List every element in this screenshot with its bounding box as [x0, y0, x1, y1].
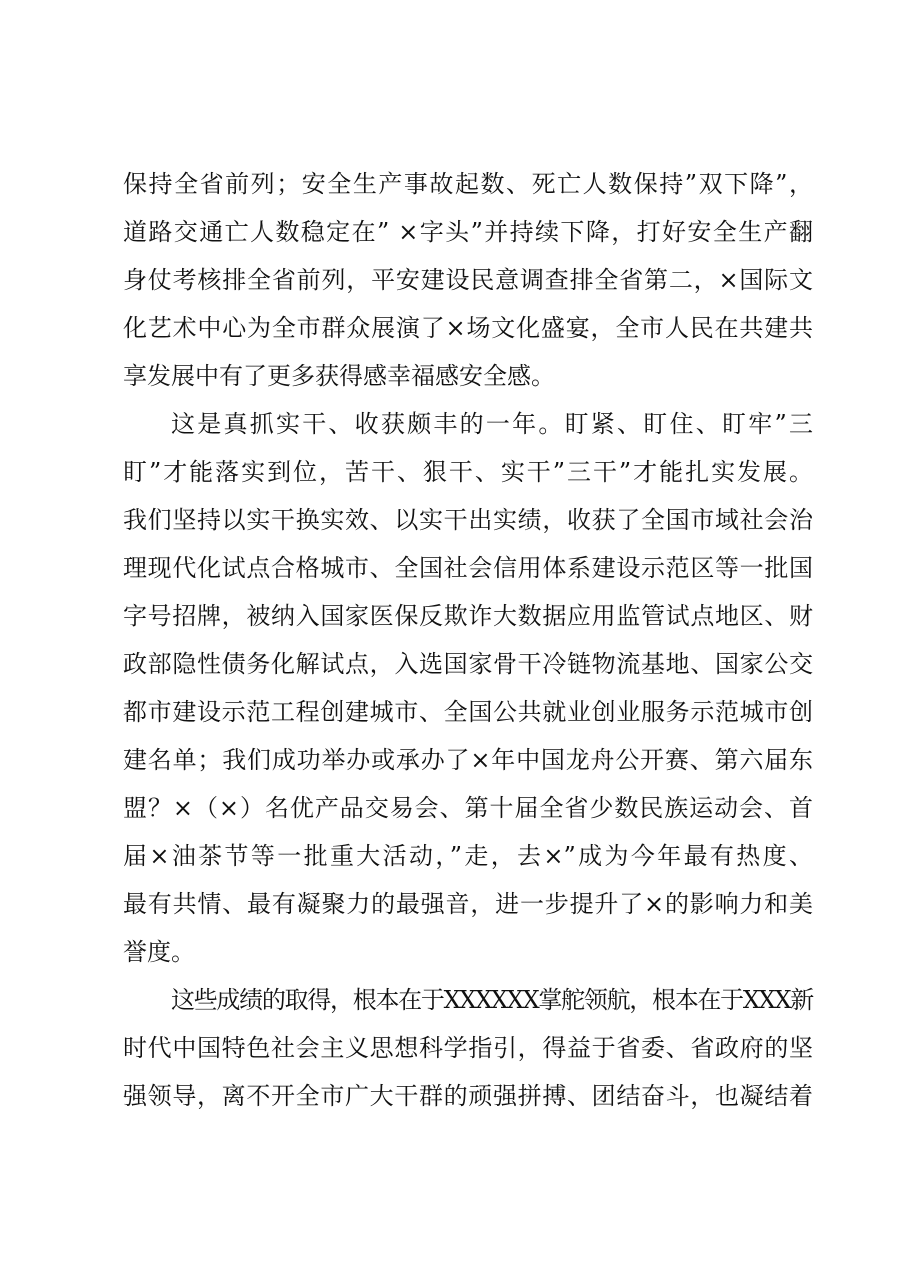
paragraph-1	[123, 160, 813, 400]
text-line: 誉度。	[123, 938, 195, 966]
text-line: 我们坚持以实干换实效、以实干出实绩，收获了全国市域社会治	[123, 506, 813, 534]
text-line: 化艺术中心为全市群众展演了×场文化盛宴，全市人民在共建共	[123, 314, 813, 342]
text-line: 时代中国特色社会主义思想科学指引，得益于省委、省政府的坚	[123, 1034, 813, 1062]
text-line: 理现代化试点合格城市、全国社会信用体系建设示范区等一批国	[123, 554, 813, 582]
text-line: 都市建设示范工程创建城市、全国公共就业创业服务示范城市创	[123, 698, 813, 726]
text-line: 盟？×（×）名优产品交易会、第十届全省少数民族运动会、首	[123, 794, 813, 822]
paragraph-3	[123, 976, 813, 1120]
text-line: 道路交通亡人数稳定在” ×字头”并持续下降，打好安全生产翻	[123, 218, 813, 246]
text-line: 政部隐性债务化解试点，入选国家骨干冷链物流基地、国家公交	[123, 650, 813, 678]
text-line: 这是真抓实干、收获颇丰的一年。盯紧、盯住、盯牢”三	[171, 410, 813, 438]
text-line: 强领导，离不开全市广大干群的顽强拼搏、团结奋斗，也凝结着	[123, 1082, 813, 1110]
text-line: 享发展中有了更多获得感幸福感安全感。	[123, 362, 555, 390]
text-line: 字号招牌，被纳入国家医保反欺诈大数据应用监管试点地区、财	[123, 602, 813, 630]
text-line: 届×油茶节等一批重大活动，”走，去×”成为今年最有热度、	[123, 842, 813, 870]
text-line: 盯”才能落实到位，苦干、狠干、实干”三干”才能扎实发展。	[123, 458, 813, 486]
text-line: 保持全省前列；安全生产事故起数、死亡人数保持”双下降”，	[123, 170, 813, 198]
text-line: 这些成绩的取得，根本在于XXXXXX掌舵领航，根本在于XXX新	[171, 986, 813, 1014]
text-line: 身仗考核排全省前列，平安建设民意调查排全省第二，×国际文	[123, 266, 813, 294]
text-line: 最有共情、最有凝聚力的最强音，进一步提升了×的影响力和美	[123, 890, 813, 918]
paragraph-2	[123, 400, 813, 976]
text-line: 建名单；我们成功举办或承办了×年中国龙舟公开赛、第六届东	[123, 746, 813, 774]
